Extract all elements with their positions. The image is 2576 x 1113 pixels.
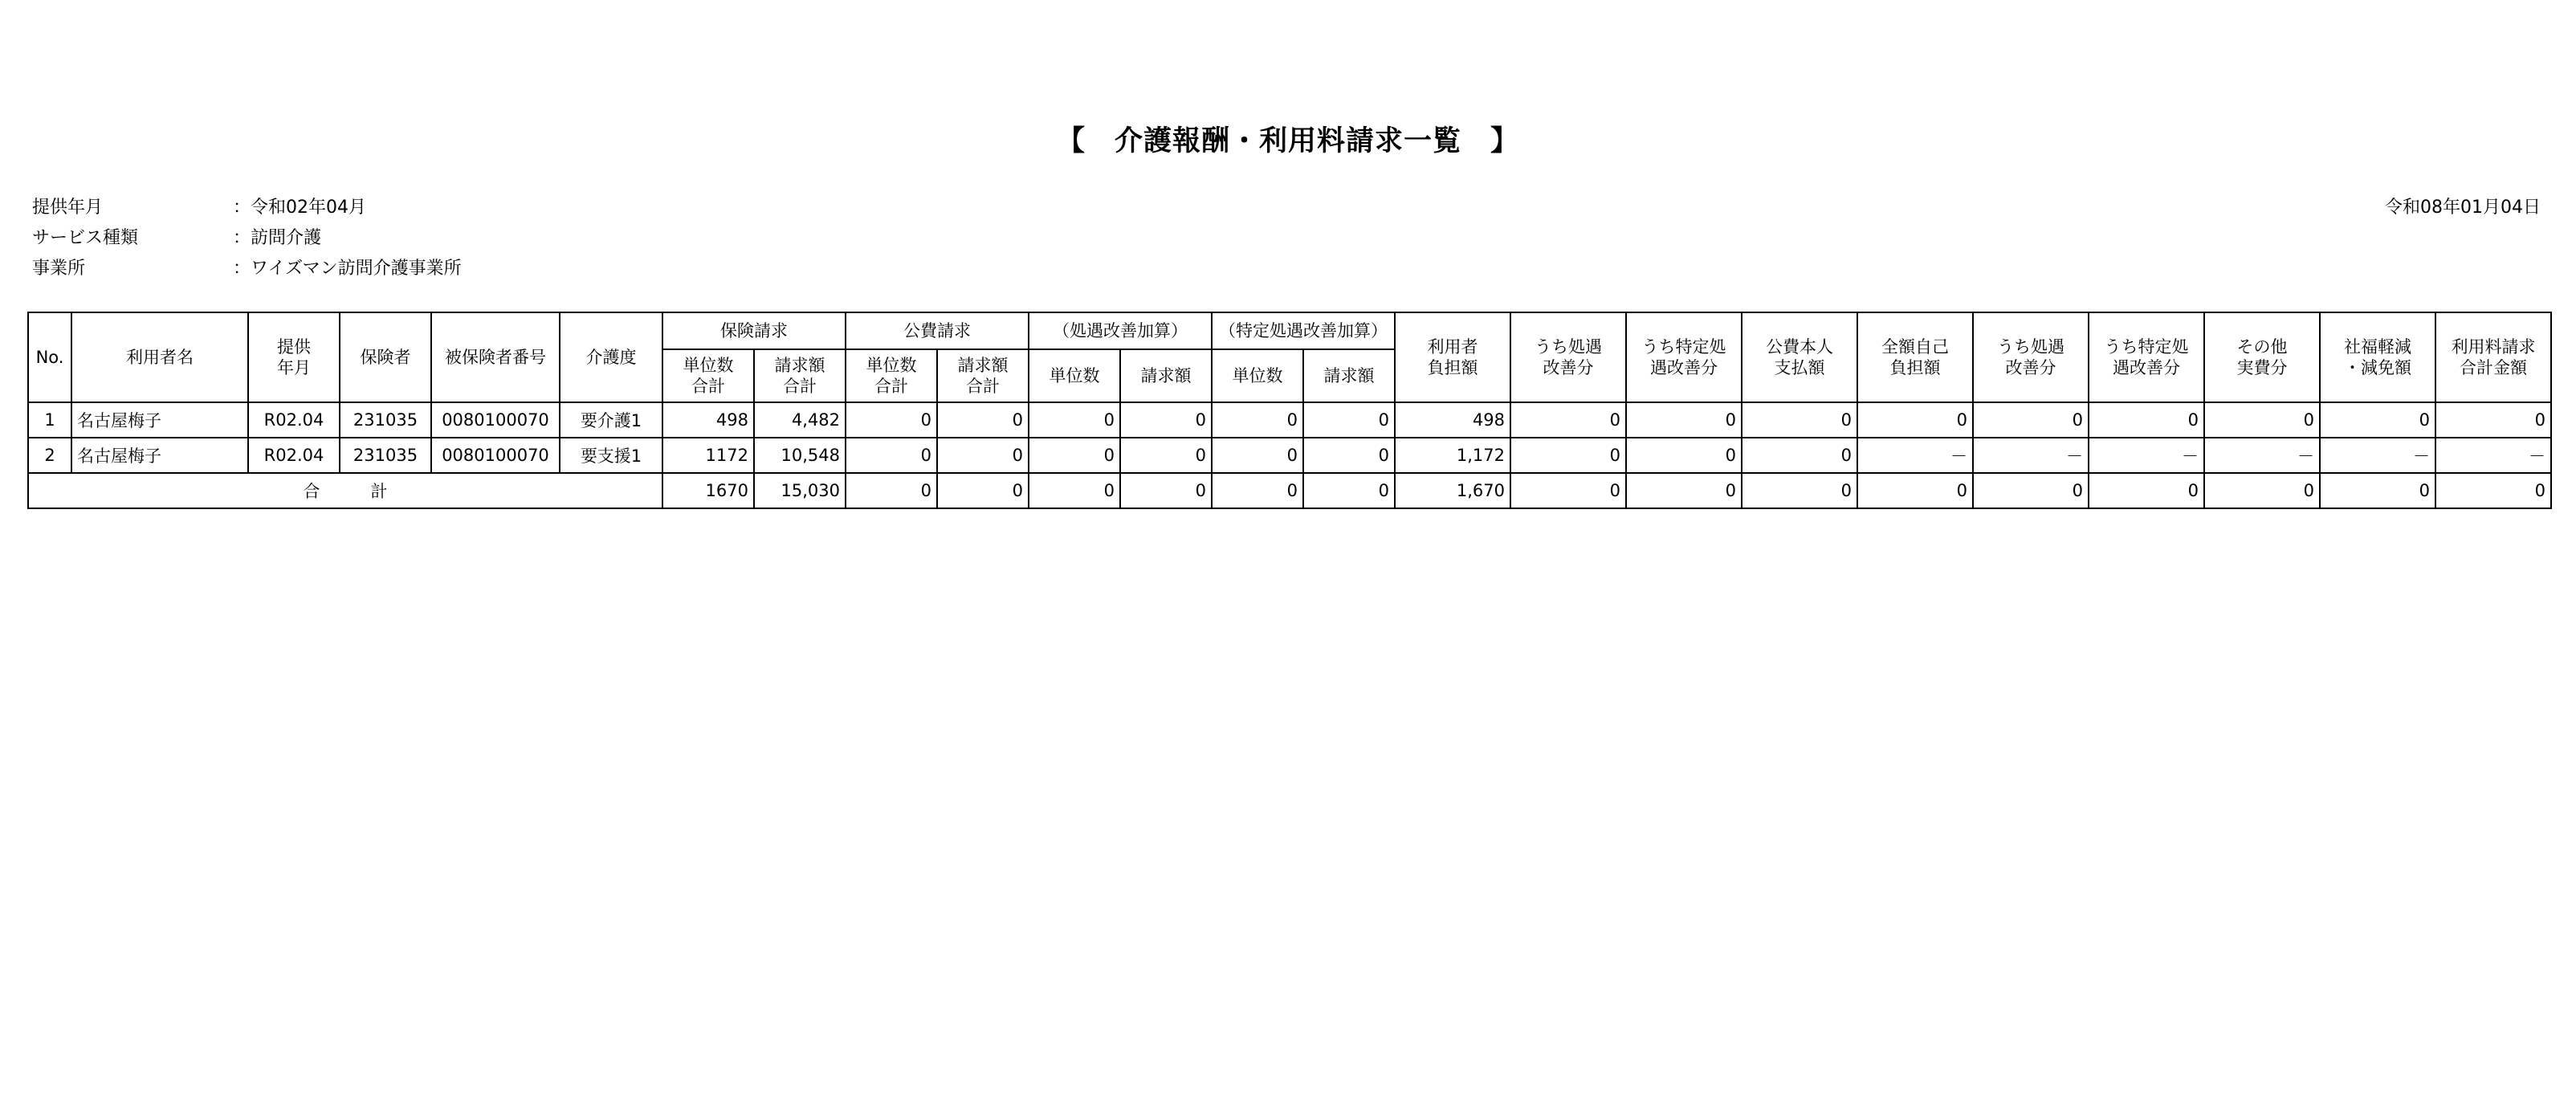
cell-care-level: 要支援1 xyxy=(560,438,662,473)
total-public-amount: 0 xyxy=(937,473,1029,508)
cell-no: 1 xyxy=(28,402,71,438)
cell-other-costs: － xyxy=(2204,438,2320,473)
cell-insurance-units: 1172 xyxy=(662,438,754,473)
cell-public-units: 0 xyxy=(846,438,937,473)
meta-label: 事業所 xyxy=(32,259,86,279)
table-row xyxy=(28,438,2551,473)
header-public-amount: 請求額 合計 xyxy=(937,349,1029,402)
cell-special-units: 0 xyxy=(1212,438,1303,473)
total-of-treatment: 0 xyxy=(1510,473,1626,508)
cell-of-special-2: － xyxy=(2089,438,2204,473)
total-of-treatment-2: 0 xyxy=(1973,473,2089,508)
header-public-claim: 公費請求 xyxy=(846,312,1029,349)
cell-public-amount: 0 xyxy=(937,438,1029,473)
header-full-self-burden: 全額自己 負担額 xyxy=(1857,312,1973,402)
header-insurer: 保険者 xyxy=(340,312,431,402)
cell-welfare-reduction: － xyxy=(2320,438,2435,473)
meta-label: サービス種類 xyxy=(32,228,139,248)
cell-special-amount: 0 xyxy=(1303,438,1395,473)
cell-fee-total: 0 xyxy=(2435,402,2551,438)
cell-treatment-units: 0 xyxy=(1029,402,1120,438)
cell-period: R02.04 xyxy=(248,402,340,438)
total-special-units: 0 xyxy=(1212,473,1303,508)
meta-label: 提供年月 xyxy=(32,198,104,218)
cell-insurer: 231035 xyxy=(340,402,431,438)
meta-separator: ： xyxy=(233,259,251,279)
cell-insurance-amount: 4,482 xyxy=(754,402,846,438)
total-special-amount: 0 xyxy=(1303,473,1395,508)
cell-fee-total: － xyxy=(2435,438,2551,473)
report-title: 【 介護報酬・利用料請求一覧 】 xyxy=(1056,125,1519,157)
header-care-level: 介護度 xyxy=(560,312,662,402)
meta-period-row xyxy=(32,193,462,223)
print-date: 令和08年01月04日 xyxy=(2385,198,2541,218)
header-public-units: 単位数 合計 xyxy=(846,349,937,402)
header-of-special: うち特定処 遇改善分 xyxy=(1626,312,1742,402)
header-user-burden: 利用者 負担額 xyxy=(1395,312,1510,402)
total-user-burden: 1,670 xyxy=(1395,473,1510,508)
header-insurance-claim: 保険請求 xyxy=(662,312,846,349)
header-insured-no: 被保険者番号 xyxy=(431,312,560,402)
total-row xyxy=(28,473,2551,508)
cell-user-burden: 498 xyxy=(1395,402,1510,438)
header-treatment-amount: 請求額 xyxy=(1120,349,1212,402)
meta-service-row xyxy=(32,223,462,254)
header-of-treatment: うち処遇 改善分 xyxy=(1510,312,1626,402)
total-fee-total: 0 xyxy=(2435,473,2551,508)
total-other-costs: 0 xyxy=(2204,473,2320,508)
meta-value: 訪問介護 xyxy=(251,228,322,248)
cell-user-name: 名古屋梅子 xyxy=(71,402,248,438)
header-welfare-reduction: 社福軽減 ・減免額 xyxy=(2320,312,2435,402)
header-treatment-units: 単位数 xyxy=(1029,349,1120,402)
billing-table xyxy=(27,312,2552,509)
header-insurance-amount: 請求額 合計 xyxy=(754,349,846,402)
cell-public-self-pay: 0 xyxy=(1742,402,1857,438)
cell-insurance-amount: 10,548 xyxy=(754,438,846,473)
cell-insurance-units: 498 xyxy=(662,402,754,438)
cell-treatment-amount: 0 xyxy=(1120,438,1212,473)
cell-treatment-units: 0 xyxy=(1029,438,1120,473)
cell-special-amount: 0 xyxy=(1303,402,1395,438)
cell-public-units: 0 xyxy=(846,402,937,438)
header-treatment-addition: （処遇改善加算） xyxy=(1029,312,1212,349)
cell-no: 2 xyxy=(28,438,71,473)
header-user-name: 利用者名 xyxy=(71,312,248,402)
cell-insurer: 231035 xyxy=(340,438,431,473)
table-row xyxy=(28,402,2551,438)
total-treatment-units: 0 xyxy=(1029,473,1120,508)
meta-separator: ： xyxy=(233,228,251,248)
meta-value: 令和02年04月 xyxy=(251,198,366,218)
total-full-self-burden: 0 xyxy=(1857,473,1973,508)
cell-full-self-burden: － xyxy=(1857,438,1973,473)
total-insurance-amount: 15,030 xyxy=(754,473,846,508)
meta-separator: ： xyxy=(233,198,251,218)
cell-insured-no: 0080100070 xyxy=(431,402,560,438)
header-insurance-units: 単位数 合計 xyxy=(662,349,754,402)
cell-welfare-reduction: 0 xyxy=(2320,402,2435,438)
report-meta xyxy=(32,193,462,284)
cell-insured-no: 0080100070 xyxy=(431,438,560,473)
cell-of-special-2: 0 xyxy=(2089,402,2204,438)
cell-special-units: 0 xyxy=(1212,402,1303,438)
cell-period: R02.04 xyxy=(248,438,340,473)
total-insurance-units: 1670 xyxy=(662,473,754,508)
total-label: 合 計 xyxy=(28,473,662,508)
header-special-amount: 請求額 xyxy=(1303,349,1395,402)
cell-care-level: 要介護1 xyxy=(560,402,662,438)
meta-value: ワイズマン訪問介護事業所 xyxy=(251,259,462,279)
total-treatment-amount: 0 xyxy=(1120,473,1212,508)
cell-of-treatment: 0 xyxy=(1510,402,1626,438)
header-other-costs: その他 実費分 xyxy=(2204,312,2320,402)
cell-of-special: 0 xyxy=(1626,438,1742,473)
cell-public-self-pay: 0 xyxy=(1742,438,1857,473)
cell-public-amount: 0 xyxy=(937,402,1029,438)
header-fee-total: 利用料請求 合計金額 xyxy=(2435,312,2551,402)
cell-of-treatment: 0 xyxy=(1510,438,1626,473)
total-of-special-2: 0 xyxy=(2089,473,2204,508)
header-public-self-pay: 公費本人 支払額 xyxy=(1742,312,1857,402)
cell-user-name: 名古屋梅子 xyxy=(71,438,248,473)
header-special-addition: （特定処遇改善加算） xyxy=(1212,312,1395,349)
header-no: No. xyxy=(28,312,71,402)
total-welfare-reduction: 0 xyxy=(2320,473,2435,508)
header-period: 提供 年月 xyxy=(248,312,340,402)
total-public-self-pay: 0 xyxy=(1742,473,1857,508)
header-special-units: 単位数 xyxy=(1212,349,1303,402)
total-public-units: 0 xyxy=(846,473,937,508)
cell-other-costs: 0 xyxy=(2204,402,2320,438)
header-of-treatment-2: うち処遇 改善分 xyxy=(1973,312,2089,402)
cell-of-treatment-2: 0 xyxy=(1973,402,2089,438)
cell-treatment-amount: 0 xyxy=(1120,402,1212,438)
meta-office-row xyxy=(32,254,462,284)
header-of-special-2: うち特定処 遇改善分 xyxy=(2089,312,2204,402)
cell-user-burden: 1,172 xyxy=(1395,438,1510,473)
total-of-special: 0 xyxy=(1626,473,1742,508)
cell-full-self-burden: 0 xyxy=(1857,402,1973,438)
cell-of-special: 0 xyxy=(1626,402,1742,438)
cell-of-treatment-2: － xyxy=(1973,438,2089,473)
